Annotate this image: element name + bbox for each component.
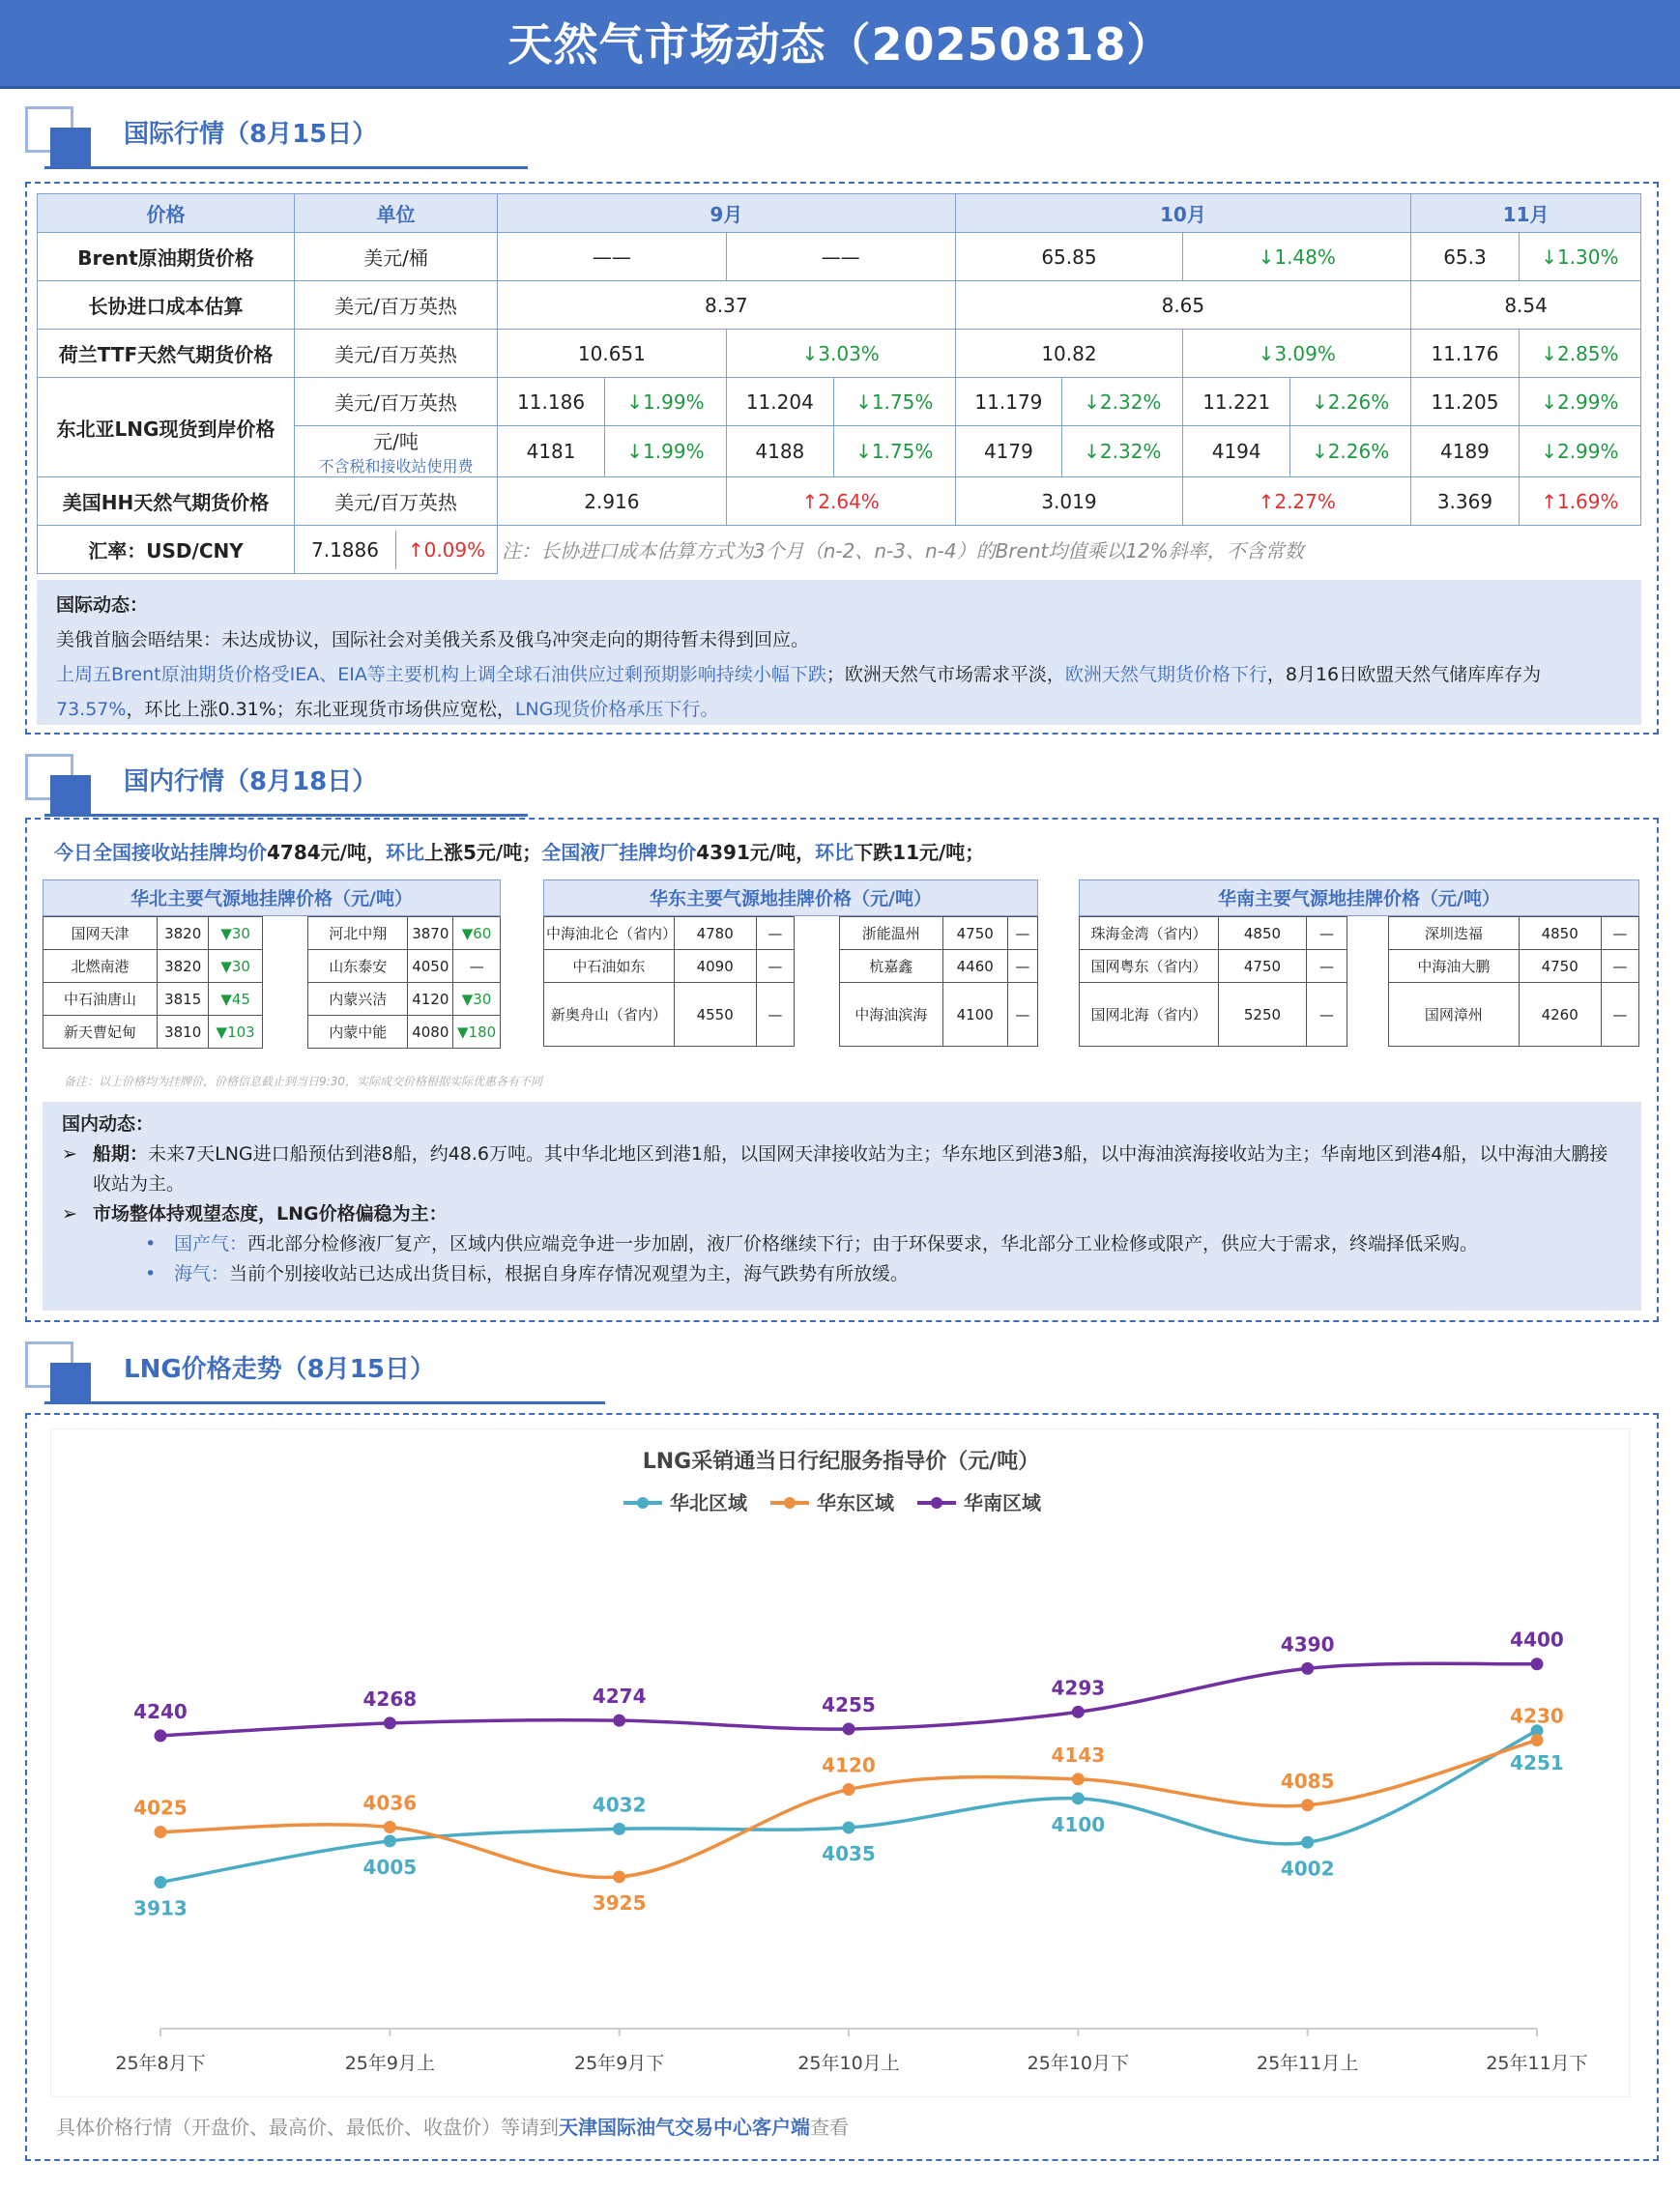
source-change: — (1306, 950, 1347, 983)
unit-cell: 美元/百万英热 (295, 281, 498, 330)
data-point (1301, 1662, 1314, 1675)
source-name: 国网粤东（省内） (1080, 950, 1219, 983)
page-title: 天然气市场动态（20250818） (0, 0, 1680, 89)
news-highlight: LNG现货价格承压下行。 (514, 699, 719, 720)
data-point (155, 1876, 167, 1888)
source-price: 4850 (1519, 917, 1601, 950)
data-point (1301, 1799, 1314, 1811)
value-cell: 8.65 (955, 281, 1411, 330)
data-label: 4400 (1510, 1628, 1564, 1652)
intl-news-p2 (56, 657, 1622, 727)
source-name: 中海油北仑（省内） (544, 917, 675, 950)
data-label: 4230 (1510, 1704, 1564, 1728)
change-cell: ↓1.99% (605, 378, 727, 426)
region-table-left (543, 916, 795, 1047)
domestic-news-heading: 国内动态： (62, 1113, 155, 1135)
change-cell: ↓2.99% (1519, 378, 1640, 426)
change-cell: ↓3.09% (1183, 330, 1411, 378)
chart-svg (51, 1429, 1631, 2098)
region-remark: 备注：以上价格均为挂牌价，价格信息截止到当日9:30，实际成交价格根据实际优惠各有不同 (64, 1075, 542, 1088)
bullet-text: 西北部分检修液厂复产，区域内供应端竞争进一步加剧，液厂价格继续下行；由于环保要求，华北部分工业检修或限产，供应大于需求，终端择低采购。 (247, 1233, 1479, 1254)
source-price: 4850 (1219, 917, 1307, 950)
fx-cell (295, 526, 498, 574)
change-cell: ↓2.32% (1062, 426, 1183, 477)
ship-heading: 船期： (93, 1143, 149, 1165)
source-price: 5250 (1219, 983, 1307, 1047)
lng-price-chart (50, 1428, 1630, 2097)
region-south (1079, 879, 1639, 1047)
legend-marker (931, 1497, 942, 1509)
section-title-trend: LNG价格走势（8月15日） (124, 1355, 435, 1384)
region-row (1080, 950, 1347, 983)
data-label: 4085 (1280, 1769, 1335, 1793)
summary-label: 环比 (815, 841, 854, 864)
region-row (1080, 983, 1347, 1047)
region-table-left (43, 916, 263, 1049)
col-header-price: 价格 (38, 194, 295, 233)
summary-value: 4391元/吨， (696, 841, 816, 864)
domestic-news (43, 1102, 1641, 1311)
summary-value: 上涨5元/吨； (423, 841, 542, 864)
value-cell: 4181 (498, 426, 605, 477)
data-label: 4293 (1051, 1676, 1106, 1700)
chart-title: LNG采销通当日行纪服务指导价（元/吨） (642, 1450, 1040, 1474)
change-cell: ↑2.64% (726, 477, 955, 526)
source-change: — (1601, 917, 1638, 950)
x-tick-label: 25年11月上 (1256, 2053, 1359, 2074)
source-change: ▼60 (453, 917, 501, 950)
value-cell: 11.204 (726, 378, 833, 426)
footer-text: 查看 (810, 2116, 849, 2139)
region-row (1080, 917, 1347, 950)
unit-cell: 美元/桶 (295, 233, 498, 281)
col-header-nov: 11月 (1411, 194, 1641, 233)
source-price: 3815 (158, 983, 209, 1016)
row-longterm (38, 281, 1641, 330)
region-table-right (1388, 916, 1639, 1047)
source-change: — (1007, 950, 1037, 983)
source-name: 国网天津 (43, 917, 158, 950)
source-change: — (756, 983, 794, 1047)
arrow-bullet-icon: ➢ (62, 1203, 77, 1225)
news-text: ，环比上涨0.31%；东北亚现货市场供应宽松， (126, 699, 515, 720)
data-label: 4143 (1051, 1743, 1106, 1767)
source-change: ▼30 (209, 917, 263, 950)
region-row (544, 950, 795, 983)
data-label: 3925 (592, 1890, 647, 1915)
news-highlight: 73.57% (56, 699, 127, 720)
region-row (43, 917, 263, 950)
data-point (1072, 1773, 1085, 1785)
bullet-item (62, 1259, 1622, 1289)
region-title: 华东主要气源地挂牌价格（元/吨） (543, 879, 1038, 916)
data-point (843, 1821, 855, 1833)
legend-marker (637, 1497, 649, 1509)
source-name: 杭嘉鑫 (840, 950, 943, 983)
change-cell: ↓2.26% (1290, 378, 1411, 426)
region-row (43, 950, 263, 983)
data-label: 4032 (592, 1793, 647, 1817)
source-change: — (1306, 917, 1347, 950)
change-cell: ↑2.27% (1183, 477, 1411, 526)
market-item (62, 1199, 1622, 1229)
intl-news-heading: 国际动态： (56, 594, 149, 616)
source-change: — (1601, 950, 1638, 983)
col-header-sep: 9月 (498, 194, 956, 233)
source-change: ▼180 (453, 1016, 501, 1049)
data-label: 4025 (133, 1796, 188, 1820)
source-change: — (1007, 983, 1037, 1047)
news-highlight: 欧洲天然气期货价格下行 (1064, 664, 1267, 685)
change-cell: ↑1.69% (1519, 477, 1640, 526)
region-row (1389, 983, 1639, 1047)
change-cell: ↓2.32% (1062, 378, 1183, 426)
domestic-summary (54, 837, 984, 865)
value-cell: 4179 (955, 426, 1062, 477)
data-label: 4240 (133, 1699, 188, 1723)
source-change: — (1306, 983, 1347, 1047)
source-change: ▼30 (209, 950, 263, 983)
summary-label: 全国液厂挂牌均价 (541, 841, 697, 864)
data-label: 4251 (1510, 1750, 1564, 1774)
source-name: 浙能温州 (840, 917, 943, 950)
unit-subtext: 不含税和接收站使用费 (318, 457, 474, 476)
value-cell: 11.186 (498, 378, 605, 426)
source-name: 珠海金湾（省内） (1080, 917, 1219, 950)
region-row (544, 917, 795, 950)
region-row (43, 1016, 263, 1049)
source-change: — (1007, 917, 1037, 950)
source-name: 国网漳州 (1389, 983, 1520, 1047)
row-fx (38, 526, 1641, 574)
source-price: 3820 (158, 917, 209, 950)
source-price: 4550 (674, 983, 756, 1047)
news-highlight: 上周五Brent原油期货价格受IEA、EIA等主要机构上调全球石油供应过剩预期影响持续小幅下跌 (56, 664, 826, 685)
data-point (155, 1826, 167, 1838)
data-point (384, 1716, 396, 1729)
value-cell: 4189 (1411, 426, 1520, 477)
dot-bullet-icon: • (145, 1233, 157, 1254)
region-table-right (839, 916, 1038, 1047)
value-cell: 11.205 (1411, 378, 1520, 426)
data-point (1072, 1706, 1085, 1718)
summary-label: 今日全国接收站挂牌均价 (54, 841, 267, 864)
value-cell: 10.82 (955, 330, 1183, 378)
data-point (384, 1821, 396, 1833)
source-price: 4090 (674, 950, 756, 983)
value-cell: 65.3 (1411, 233, 1520, 281)
row-label: 长协进口成本估算 (38, 281, 295, 330)
source-name: 中石油唐山 (43, 983, 158, 1016)
intl-news (37, 580, 1641, 725)
unit-cell: 美元/百万英热 (295, 378, 498, 426)
value-cell: 11.179 (955, 378, 1062, 426)
bullet-heading: 海气： (174, 1263, 230, 1284)
source-change: — (1601, 983, 1638, 1047)
source-name: 河北中翔 (308, 917, 408, 950)
fx-value: 7.1886 (295, 531, 396, 569)
unit-text: 元/吨 (373, 430, 419, 453)
row-hh (38, 477, 1641, 526)
source-price: 4100 (942, 983, 1007, 1047)
data-point (613, 1870, 625, 1883)
ship-item (62, 1139, 1622, 1199)
region-north (43, 879, 501, 1049)
source-price: 4080 (408, 1016, 453, 1049)
legend-label: 华北区域 (670, 1491, 747, 1514)
value-cell: 11.176 (1411, 330, 1520, 378)
data-point (843, 1722, 855, 1735)
region-title: 华南主要气源地挂牌价格（元/吨） (1079, 879, 1639, 916)
source-change: — (756, 950, 794, 983)
source-change: ▼30 (453, 983, 501, 1016)
region-row (840, 917, 1038, 950)
change-cell: ↓1.75% (833, 378, 955, 426)
region-row (308, 950, 501, 983)
news-text: ，8月16日欧盟天然气储库库存为 (1266, 664, 1542, 685)
row-label: 汇率：USD/CNY (38, 526, 295, 574)
source-price: 3870 (408, 917, 453, 950)
x-tick-label: 25年11月下 (1486, 2053, 1588, 2074)
section-title-intl: 国际行情（8月15日） (124, 120, 378, 149)
data-point (155, 1729, 167, 1742)
value-cell: 4194 (1183, 426, 1290, 477)
source-name: 深圳迭福 (1389, 917, 1520, 950)
x-tick-label: 25年8月下 (115, 2053, 206, 2074)
data-label: 4002 (1280, 1857, 1335, 1881)
region-row (840, 950, 1038, 983)
footer-text: 具体价格行情（开盘价、最高价、最低价、收盘价）等请到 (56, 2116, 559, 2139)
footer-link[interactable]: 天津国际油气交易中心客户端 (559, 2116, 810, 2139)
col-header-unit: 单位 (295, 194, 498, 233)
change-cell: ↓1.75% (833, 426, 955, 477)
value-cell: 3.369 (1411, 477, 1520, 526)
row-label: 荷兰TTF天然气期货价格 (38, 330, 295, 378)
summary-value: 4784元/吨， (267, 841, 386, 864)
data-label: 4390 (1280, 1632, 1335, 1657)
data-label: 4005 (362, 1855, 418, 1879)
source-price: 4750 (1219, 950, 1307, 983)
source-change: — (756, 917, 794, 950)
data-label: 4036 (362, 1791, 418, 1815)
unit-cell (295, 426, 498, 477)
source-price: 3820 (158, 950, 209, 983)
value-cell: —— (726, 233, 955, 281)
value-cell: 8.54 (1411, 281, 1641, 330)
data-point (843, 1783, 855, 1796)
legend-marker (784, 1497, 796, 1509)
row-label: 美国HH天然气期货价格 (38, 477, 295, 526)
change-cell: ↓2.99% (1519, 426, 1640, 477)
data-label: 4268 (362, 1686, 418, 1711)
row-brent (38, 233, 1641, 281)
source-name: 内蒙兴洁 (308, 983, 408, 1016)
region-row (840, 983, 1038, 1047)
summary-label: 环比 (385, 841, 424, 864)
value-cell: 4188 (726, 426, 833, 477)
bullet-heading: 国产气： (174, 1233, 248, 1254)
source-name: 北燃南港 (43, 950, 158, 983)
data-label: 4255 (822, 1692, 876, 1716)
ship-text: 未来7天LNG进口船预估到港8船，约48.6万吨。其中华北地区到港1船，以国网天津接收站为主；华东地区到港3船，以中海油滨海接收站为主；华南地区到港4船，以中海油大鹏接收站为主。 (93, 1143, 1608, 1195)
bullet-item (62, 1229, 1622, 1259)
value-cell: —— (498, 233, 727, 281)
intl-note: 注：长协进口成本估算方式为3个月（n-2、n-3、n-4）的Brent均值乘以12%斜率，不含常数 (502, 539, 1304, 563)
source-name: 新天曹妃甸 (43, 1016, 158, 1049)
source-name: 山东泰安 (308, 950, 408, 983)
intl-price-table (37, 193, 1641, 574)
row-label: Brent原油期货价格 (38, 233, 295, 281)
section-title-domestic: 国内行情（8月18日） (124, 767, 378, 796)
region-table-right (307, 916, 501, 1049)
source-name: 中海油滨海 (840, 983, 943, 1047)
row-nea-usd (38, 378, 1641, 426)
source-price: 4260 (1519, 983, 1601, 1047)
x-tick-label: 25年9月上 (344, 2053, 435, 2074)
data-label: 4035 (822, 1841, 876, 1865)
change-cell: ↓1.30% (1519, 233, 1640, 281)
source-price: 4750 (1519, 950, 1601, 983)
bullet-text: 当前个别接收站已达成出货目标，根据自身库存情况观望为主，海气跌势有所放缓。 (229, 1263, 910, 1284)
value-cell: 65.85 (955, 233, 1183, 281)
region-row (308, 917, 501, 950)
change-cell: ↓2.85% (1519, 330, 1640, 378)
change-cell: ↓1.99% (605, 426, 727, 477)
data-point (384, 1834, 396, 1847)
change-cell: ↓2.26% (1290, 426, 1411, 477)
source-price: 4120 (408, 983, 453, 1016)
intl-news-p1: 美俄首脑会晤结果：未达成协议，国际社会对美俄关系及俄乌冲突走向的期待暂未得到回应。 (56, 629, 810, 650)
news-text: ；欧洲天然气市场需求平淡， (826, 664, 1065, 685)
source-name: 国网北海（省内） (1080, 983, 1219, 1047)
region-row (43, 983, 263, 1016)
x-tick-label: 25年10月下 (1027, 2053, 1130, 2074)
data-point (613, 1823, 625, 1835)
region-row (308, 983, 501, 1016)
data-point (1072, 1792, 1085, 1804)
region-row (308, 1016, 501, 1049)
summary-value: 下跌11元/吨； (854, 841, 985, 864)
region-table-left (1079, 916, 1347, 1047)
source-price: 4460 (942, 950, 1007, 983)
row-ttf (38, 330, 1641, 378)
data-label: 4120 (822, 1753, 876, 1777)
x-tick-label: 25年10月上 (797, 2053, 900, 2074)
region-row (544, 983, 795, 1047)
value-cell: 10.651 (498, 330, 727, 378)
source-name: 中石油如东 (544, 950, 675, 983)
change-cell: ↓3.03% (726, 330, 955, 378)
change-cell: ↓1.48% (1183, 233, 1411, 281)
source-price: 4050 (408, 950, 453, 983)
dot-bullet-icon: • (145, 1263, 157, 1284)
source-name: 内蒙中能 (308, 1016, 408, 1049)
source-price: 4780 (674, 917, 756, 950)
value-cell: 8.37 (498, 281, 956, 330)
region-row (1389, 950, 1639, 983)
data-label: 4100 (1051, 1812, 1106, 1836)
unit-cell: 美元/百万英热 (295, 477, 498, 526)
region-row (1389, 917, 1639, 950)
source-change: — (453, 950, 501, 983)
unit-cell: 美元/百万英热 (295, 330, 498, 378)
source-name: 中海油大鹏 (1389, 950, 1520, 983)
x-tick-label: 25年9月下 (574, 2053, 665, 2074)
data-point (1301, 1836, 1314, 1849)
data-label: 4274 (592, 1685, 647, 1709)
value-cell: 2.916 (498, 477, 727, 526)
legend-label: 华南区域 (964, 1491, 1041, 1514)
arrow-bullet-icon: ➢ (62, 1143, 77, 1165)
source-change: ▼45 (209, 983, 263, 1016)
col-header-oct: 10月 (955, 194, 1411, 233)
region-title: 华北主要气源地挂牌价格（元/吨） (43, 879, 501, 916)
source-change: ▼103 (209, 1016, 263, 1049)
data-point (1531, 1734, 1544, 1746)
legend-label: 华东区域 (817, 1491, 894, 1514)
source-name: 新奥舟山（省内） (544, 983, 675, 1047)
value-cell: 11.221 (1183, 378, 1290, 426)
data-point (613, 1715, 625, 1727)
row-label: 东北亚LNG现货到岸价格 (38, 378, 295, 477)
fx-change: ↑0.09% (407, 537, 486, 562)
source-price: 4750 (942, 917, 1007, 950)
region-east (543, 879, 1038, 1047)
data-point (1531, 1658, 1544, 1670)
source-price: 3810 (158, 1016, 209, 1049)
data-label: 3913 (133, 1896, 188, 1920)
market-heading: 市场整体持观望态度，LNG价格偏稳为主： (93, 1203, 448, 1225)
value-cell: 3.019 (955, 477, 1183, 526)
footer-note (56, 2112, 849, 2140)
